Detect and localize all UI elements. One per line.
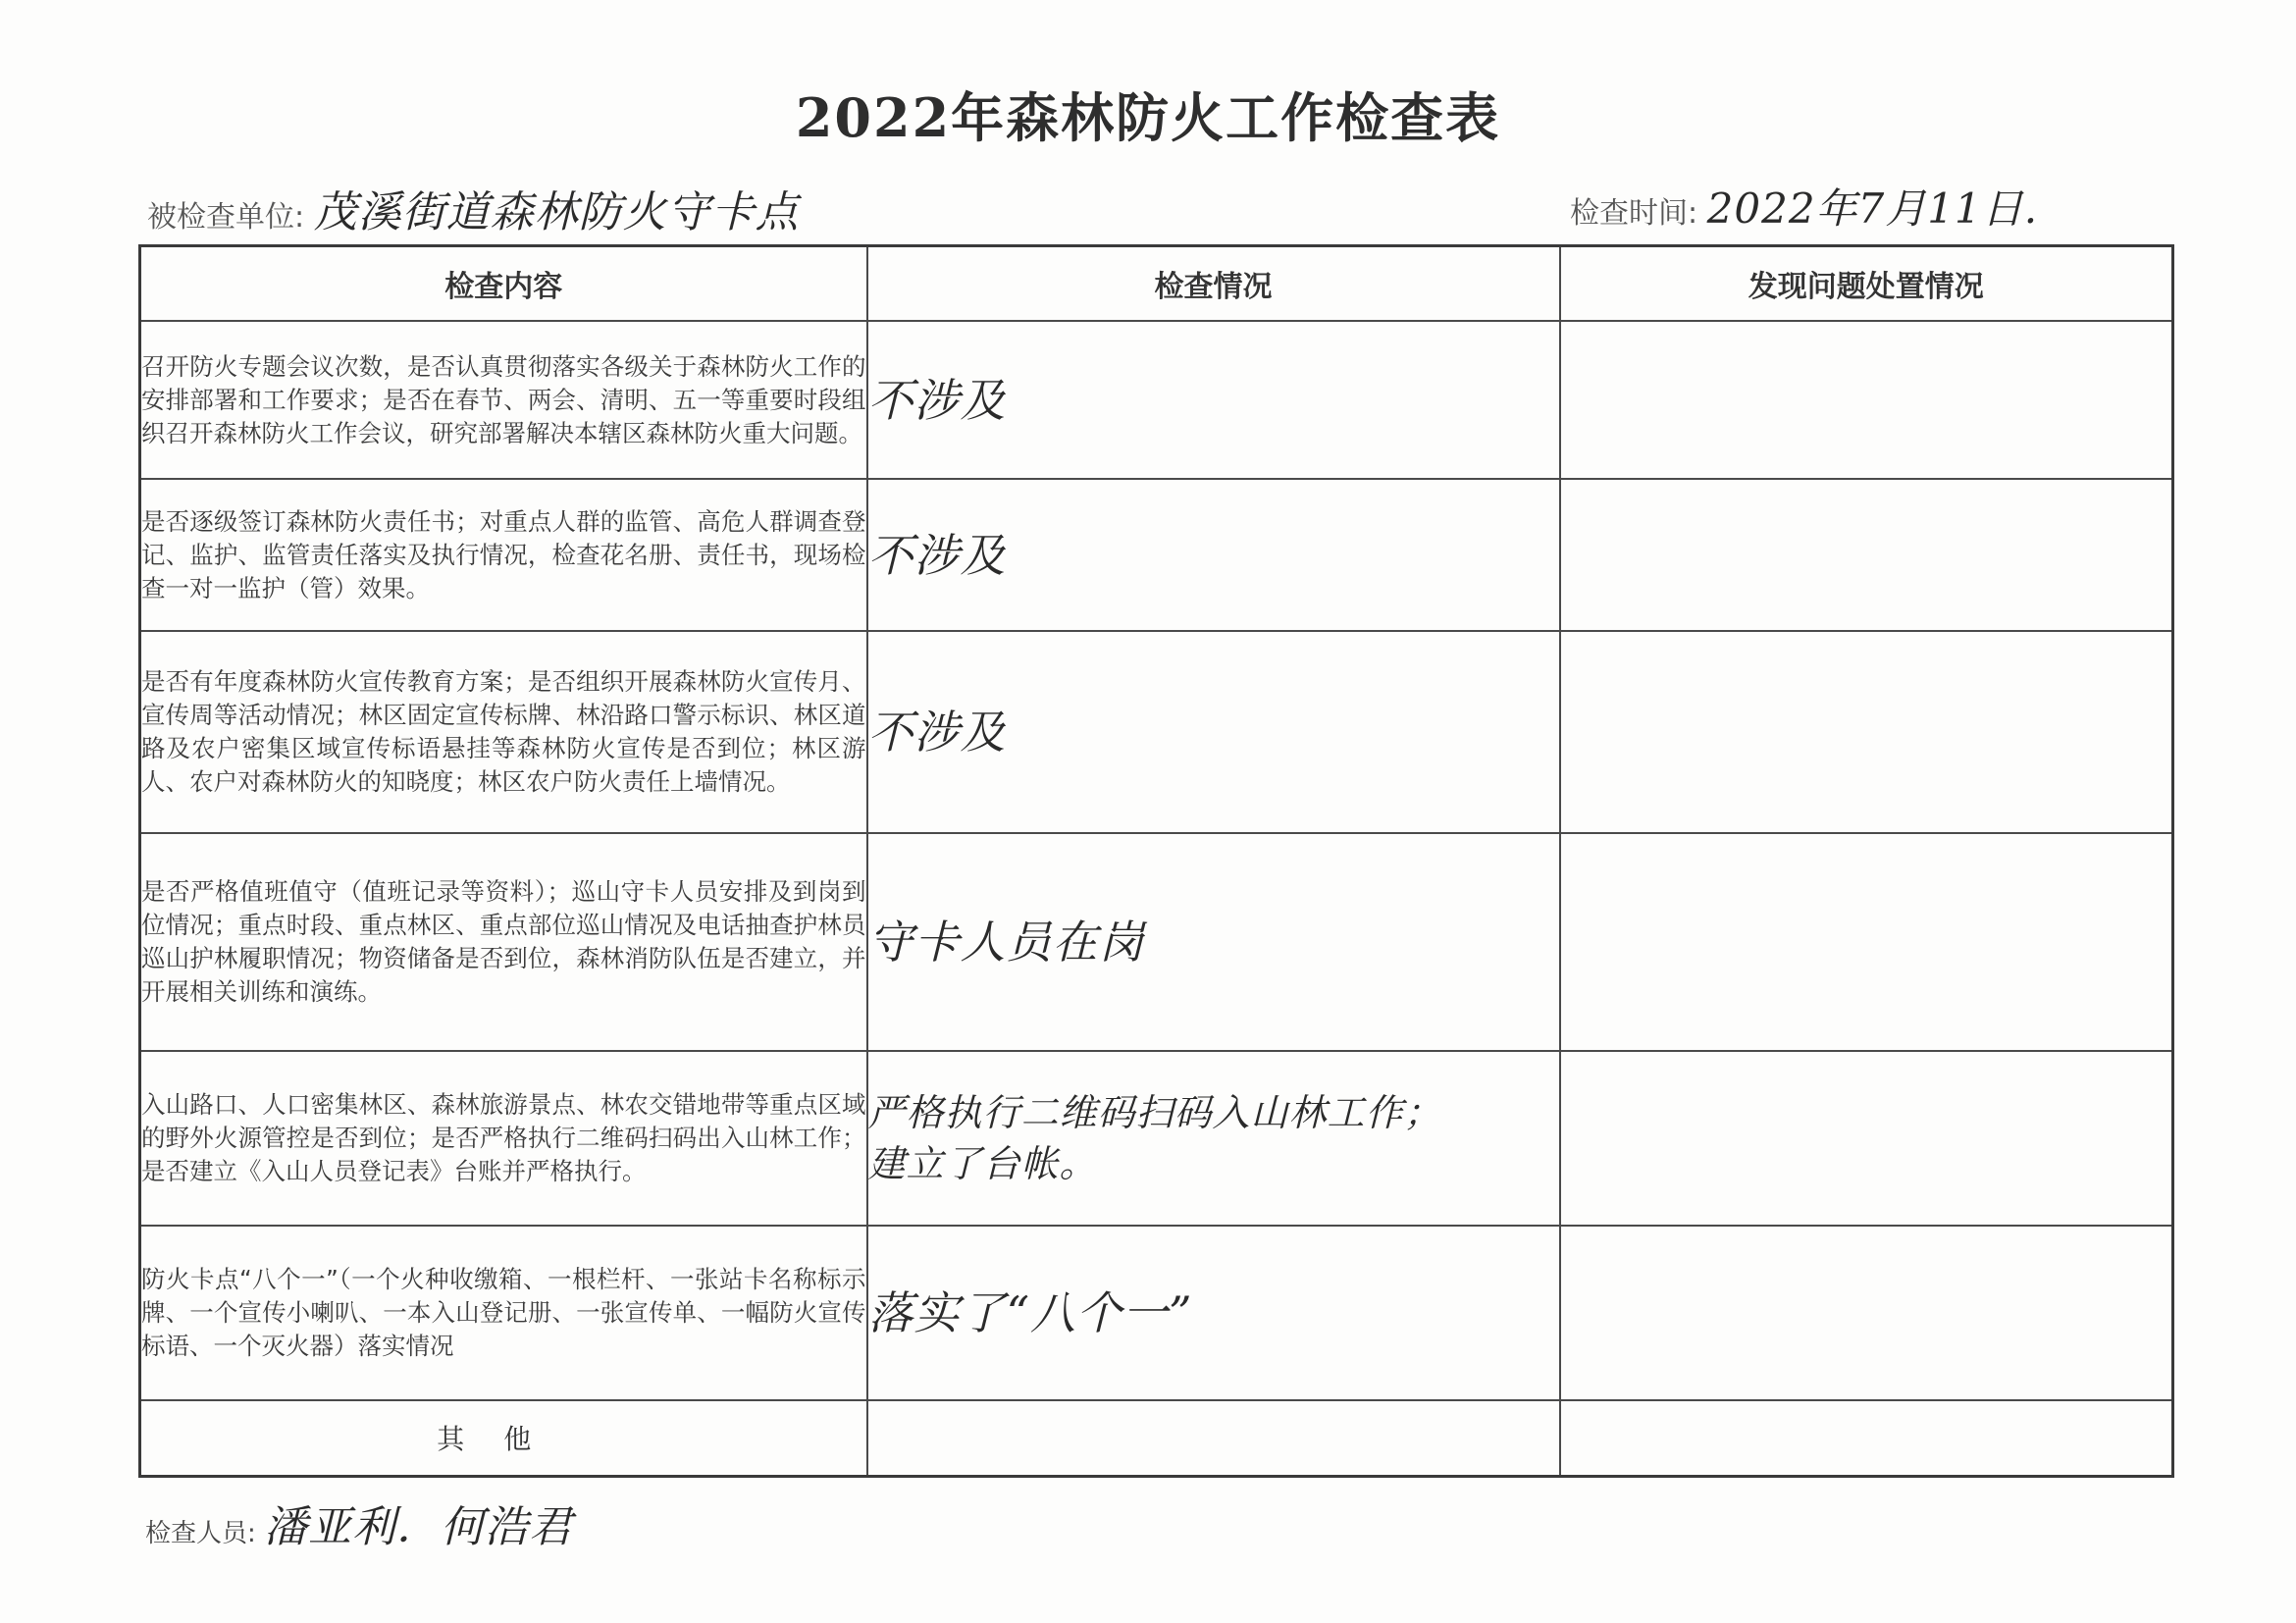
row-status-cell — [867, 833, 1560, 1051]
row-content-cell — [140, 1051, 867, 1226]
header-content: 检查内容 — [140, 246, 867, 322]
table-row — [140, 321, 2173, 479]
row-handling-cell — [1560, 479, 2173, 631]
table-row — [140, 631, 2173, 833]
inspectors — [145, 1492, 573, 1554]
row-content-text: 防火卡点“八个一”（一个火种收缴箱、一根栏杆、一张站卡名称标示牌、一个宣传小喇叭、一本入山登记册、一张宣传单、一幅防火宣传标语、一个灭火器）落实情况 — [141, 1265, 866, 1360]
row-status-handwriting: 不涉及 — [867, 706, 1007, 759]
row-status-cell — [867, 479, 1560, 631]
row-content-cell — [140, 1226, 867, 1400]
other-handling-cell — [1560, 1400, 2173, 1476]
inspected-unit-label: 被检查单位: — [147, 200, 305, 235]
table-row — [140, 833, 2173, 1051]
row-content-text: 是否严格值班值守（值班记录等资料）；巡山守卡人员安排及到岗到位情况；重点时段、重点林区、重点部位巡山情况及电话抽查护林员巡山护林履职情况；物资储备是否到位，森林消防队伍是否建立，并开展相关训练和演练。 — [141, 877, 866, 1006]
row-content-cell — [140, 479, 867, 631]
inspection-time — [1570, 177, 2038, 236]
row-status-handwriting-line: 严格执行二维码扫码入山林工作； — [867, 1091, 1442, 1134]
row-status-cell — [867, 1051, 1560, 1226]
row-handling-cell — [1560, 321, 2173, 479]
row-handling-cell — [1560, 1226, 2173, 1400]
page-title: 2022年森林防火工作检查表 — [795, 86, 1501, 149]
inspection-table — [138, 244, 2174, 1478]
table-row-other — [140, 1400, 2173, 1476]
table-header-row — [140, 246, 2173, 322]
row-status-handwriting: 不涉及 — [867, 528, 1007, 582]
row-status-handwriting: 不涉及 — [867, 373, 1007, 427]
row-status-cell — [867, 631, 1560, 833]
row-status-handwriting-line: 建立了台帐。 — [867, 1142, 1098, 1185]
row-content-cell — [140, 321, 867, 479]
row-status-cell — [867, 321, 1560, 479]
row-content-cell — [140, 833, 867, 1051]
row-status-handwriting: 守卡人员在岗 — [867, 916, 1145, 969]
header-handling: 发现问题处置情况 — [1560, 246, 2173, 322]
row-content-text: 召开防火专题会议次数，是否认真贯彻落实各级关于森林防火工作的安排部署和工作要求；是否在春节、两会、清明、五一等重要时段组织召开森林防火工作会议，研究部署解决本辖区森林防火重大问题。 — [141, 351, 866, 447]
inspectors-label: 检查人员: — [145, 1519, 256, 1548]
inspected-unit — [147, 177, 800, 239]
other-label: 其他 — [140, 1400, 867, 1476]
table-row — [140, 479, 2173, 631]
inspection-time-value: 2022年7月11日. — [1706, 184, 2039, 233]
header-status: 检查情况 — [867, 246, 1560, 322]
row-handling-cell — [1560, 1051, 2173, 1226]
other-status-cell — [867, 1400, 1560, 1476]
row-handling-cell — [1560, 631, 2173, 833]
inspected-unit-value: 茂溪街道森林防火守卡点 — [313, 187, 800, 237]
row-status-cell — [867, 1226, 1560, 1400]
inspectors-signature: 潘亚利．何浩君 — [264, 1502, 574, 1552]
row-content-text: 入山路口、人口密集林区、森林旅游景点、林农交错地带等重点区域的野外火源管控是否到位；是否严格执行二维码扫码出入山林工作；是否建立《入山人员登记表》台账并严格执行。 — [141, 1090, 866, 1185]
row-handling-cell — [1560, 833, 2173, 1051]
table-row — [140, 1226, 2173, 1400]
row-content-cell — [140, 631, 867, 833]
row-content-text: 是否有年度森林防火宣传教育方案；是否组织开展森林防火宣传月、宣传周等活动情况；林区固定宣传标牌、林沿路口警示标识、林区道路及农户密集区域宣传标语悬挂等森林防火宣传是否到位；林区游人、农户对森林防火的知晓度；林区农户防火责任上墙情况。 — [141, 667, 866, 796]
row-status-handwriting: 落实了“八个一” — [867, 1286, 1193, 1339]
inspection-time-label: 检查时间: — [1570, 196, 1698, 231]
row-content-text: 是否逐级签订森林防火责任书；对重点人群的监管、高危人群调查登记、监护、监管责任落实及执行情况，检查花名册、责任书，现场检查一对一监护（管）效果。 — [141, 506, 866, 602]
table-row — [140, 1051, 2173, 1226]
